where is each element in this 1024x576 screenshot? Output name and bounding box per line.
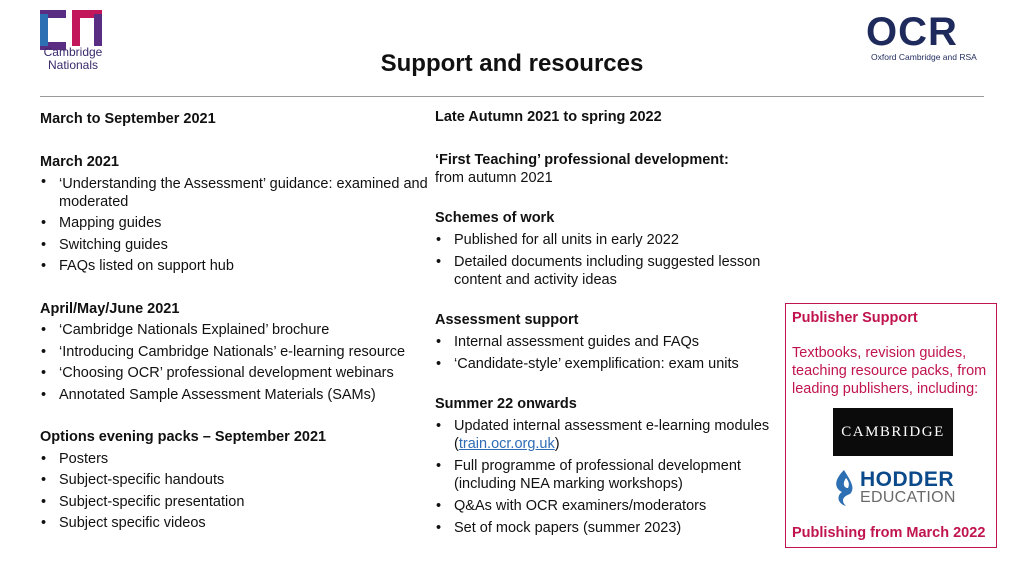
hodder-education-logo (830, 468, 960, 508)
middle-column (435, 108, 780, 537)
hodder-logo-line2: EDUCATION (860, 489, 956, 506)
section-assessment-support (435, 311, 780, 373)
cn-logo-line2: Nationals (47, 58, 99, 72)
bullet-list (40, 320, 430, 406)
section-march-2021 (40, 152, 430, 278)
list-item: • Detailed documents including suggested lesson content and activity ideas (435, 253, 780, 289)
publisher-support-footer: Publishing from March 2022 (792, 525, 986, 541)
section-title: Options evening packs – September 2021 (40, 429, 327, 445)
left-column-heading: March to September 2021 (40, 111, 216, 127)
list-item: • Set of mock papers (summer 2023) (435, 519, 780, 537)
section-options-evening (40, 427, 430, 535)
list-item: • Annotated Sample Assessment Materials (SAMs) (40, 385, 430, 407)
bullet-list (435, 231, 780, 289)
section-title: Schemes of work (435, 210, 555, 226)
hodder-flame-icon (830, 468, 856, 508)
list-item: • ‘Candidate-style’ exemplification: exam units (435, 355, 780, 373)
section-title: Summer 22 onwards (435, 396, 577, 412)
list-item: • ‘Choosing OCR’ professional development webinars (40, 363, 430, 385)
list-item: • Subject-specific presentation (40, 492, 430, 514)
section-title: Assessment support (435, 312, 579, 328)
section-subtitle: from autumn 2021 (435, 170, 553, 186)
middle-column-heading: Late Autumn 2021 to spring 2022 (435, 109, 662, 125)
header-divider (40, 96, 984, 97)
list-item: • ‘Introducing Cambridge Nationals’ e-learning resource (40, 342, 430, 364)
section-title: March 2021 (40, 153, 119, 170)
list-item: • Full programme of professional development (including NEA marking workshops) (435, 457, 780, 493)
bullet-list (435, 333, 780, 373)
hodder-logo-line1: HODDER (860, 468, 955, 491)
list-item-text: Updated internal assessment e-learning modules ( (454, 418, 770, 452)
list-item: • Subject-specific handouts (40, 470, 430, 492)
section-schemes-of-work (435, 209, 780, 289)
list-item: • Internal assessment guides and FAQs (435, 333, 780, 351)
list-item: • ‘Understanding the Assessment’ guidance: examined and moderated (40, 173, 430, 213)
cambridge-publisher-logo: CAMBRIDGE (833, 408, 953, 456)
section-title: April/May/June 2021 (40, 300, 180, 317)
list-item: • FAQs listed on support hub (40, 256, 430, 278)
section-summer-22 (435, 395, 780, 537)
publisher-support-box (785, 303, 997, 548)
section-first-teaching (435, 151, 780, 187)
list-item: • Mapping guides (40, 213, 430, 235)
list-item: • Q&As with OCR examiners/moderators (435, 497, 780, 515)
cn-logo-line1: Cambridge (43, 45, 103, 59)
left-column (40, 109, 430, 535)
list-item-close: ) (554, 436, 560, 452)
list-item: • Switching guides (40, 235, 430, 257)
bullet-list (40, 449, 430, 535)
list-item (435, 417, 780, 453)
section-april-may-june-2021 (40, 299, 430, 407)
list-item: • Subject specific videos (40, 513, 430, 535)
ocr-logo-tagline: Oxford Cambridge and RSA (871, 52, 977, 62)
page-title: Support and resources (380, 50, 644, 77)
section-title: ‘First Teaching’ professional development: (435, 152, 729, 168)
bullet-list (40, 173, 430, 278)
bullet-list (435, 417, 780, 537)
train-ocr-link[interactable]: train.ocr.org.uk (458, 436, 555, 452)
list-item: • ‘Cambridge Nationals Explained’ brochure (40, 320, 430, 342)
publisher-support-heading: Publisher Support (792, 310, 918, 326)
ocr-logo-name: OCR (866, 10, 958, 54)
publisher-support-text: Textbooks, revision guides, teaching resource packs, from leading publishers, including: (792, 345, 987, 397)
list-item: • Published for all units in early 2022 (435, 231, 780, 249)
list-item: • Posters (40, 449, 430, 471)
